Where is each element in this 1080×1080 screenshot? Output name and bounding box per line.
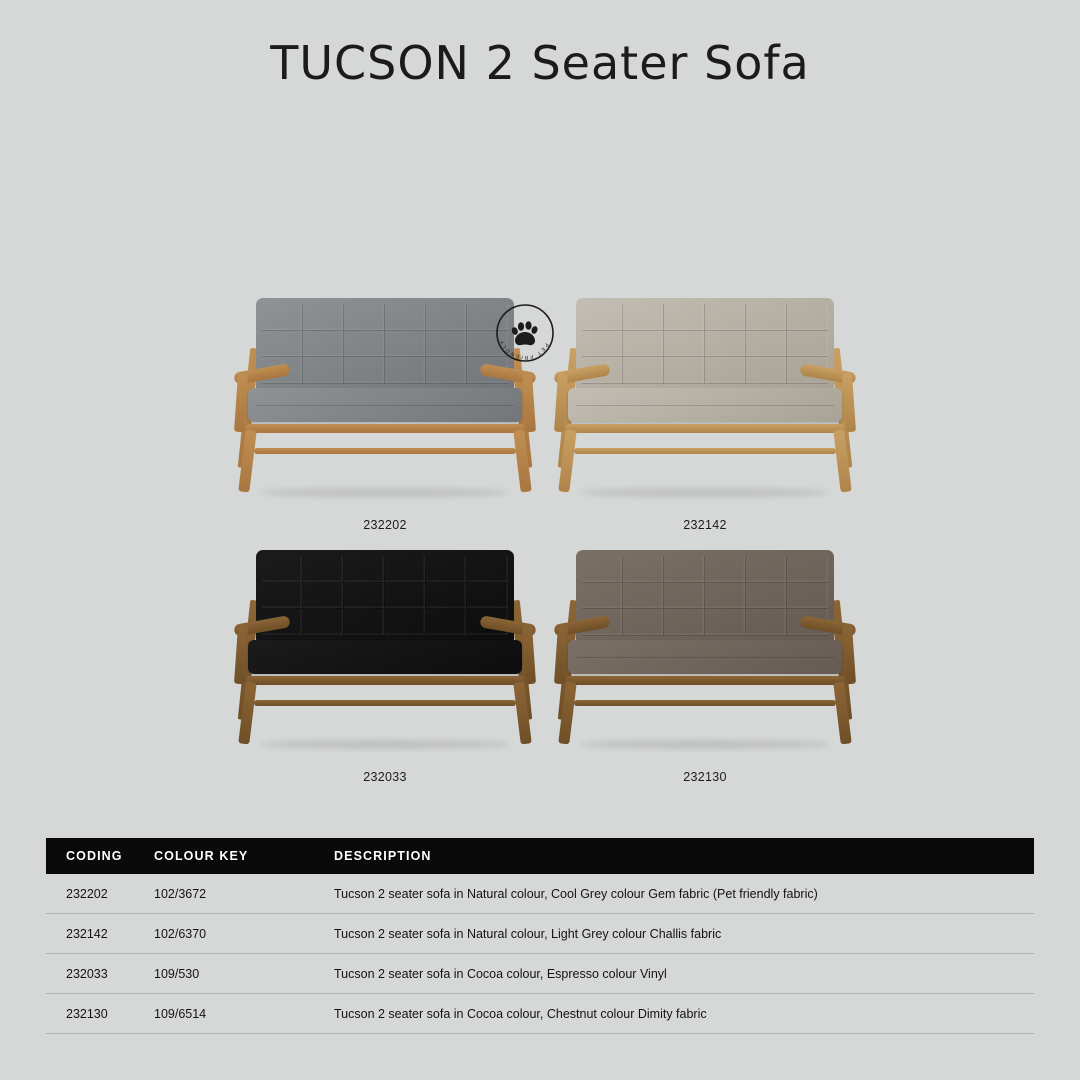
- pet-friendly-text: PET FRIENDLY: [498, 338, 550, 361]
- product-card[interactable]: [220, 542, 550, 792]
- floor-shadow: [260, 488, 510, 497]
- product-image: [220, 542, 550, 762]
- cell-description: Tucson 2 seater sofa in Cocoa colour, Espresso colour Vinyl: [334, 966, 667, 981]
- front-rail: [566, 676, 844, 685]
- table-row: [46, 874, 1034, 914]
- column-header-colour-key: COLOUR KEY: [154, 849, 249, 863]
- cell-description: Tucson 2 seater sofa in Natural colour, Light Grey colour Challis fabric: [334, 926, 722, 941]
- floor-shadow: [580, 740, 830, 749]
- product-gallery: [180, 290, 940, 820]
- specification-table: [46, 838, 1034, 1034]
- seat-cushion: [248, 388, 522, 422]
- front-rail: [246, 676, 524, 685]
- lower-stretcher: [254, 700, 516, 706]
- product-card[interactable]: [540, 542, 870, 792]
- table-row: [46, 994, 1034, 1034]
- table-row: [46, 914, 1034, 954]
- cell-colour-key: 109/530: [154, 966, 200, 981]
- cell-coding: 232202: [66, 886, 108, 901]
- sofa-illustration: [540, 290, 870, 510]
- lower-stretcher: [254, 448, 516, 454]
- page-title: TUCSON 2 Seater Sofa: [270, 36, 810, 90]
- product-image: [540, 542, 870, 762]
- product-code: 232202: [363, 518, 407, 532]
- product-card[interactable]: [220, 290, 550, 540]
- cell-coding: 232130: [66, 1006, 108, 1021]
- cell-colour-key: 102/6370: [154, 926, 207, 941]
- product-code: 232142: [683, 518, 727, 532]
- backrest-cushion: [576, 550, 834, 642]
- front-rail: [566, 424, 844, 433]
- product-card[interactable]: [540, 290, 870, 540]
- product-image: [540, 290, 870, 510]
- cell-colour-key: 102/3672: [154, 886, 207, 901]
- lower-stretcher: [574, 448, 836, 454]
- product-image: [220, 290, 550, 510]
- product-code: 232130: [683, 770, 727, 784]
- backrest-cushion: [256, 550, 514, 642]
- table-row: [46, 954, 1034, 994]
- seat-cushion: [248, 640, 522, 674]
- backrest-cushion: [576, 298, 834, 390]
- sofa-illustration: [220, 542, 550, 762]
- table-header-row: [46, 838, 1034, 874]
- backrest-cushion: [256, 298, 514, 390]
- column-header-coding: CODING: [66, 849, 123, 863]
- cell-coding: 232142: [66, 926, 108, 941]
- column-header-description: DESCRIPTION: [334, 849, 432, 863]
- cell-colour-key: 109/6514: [154, 1006, 207, 1021]
- sofa-illustration: [540, 542, 870, 762]
- seat-cushion: [568, 388, 842, 422]
- cell-description: Tucson 2 seater sofa in Cocoa colour, Chestnut colour Dimity fabric: [334, 1006, 707, 1021]
- cell-description: Tucson 2 seater sofa in Natural colour, Cool Grey colour Gem fabric (Pet friendly fabric): [334, 886, 818, 901]
- seat-cushion: [568, 640, 842, 674]
- floor-shadow: [260, 740, 510, 749]
- front-rail: [246, 424, 524, 433]
- lower-stretcher: [574, 700, 836, 706]
- floor-shadow: [580, 488, 830, 497]
- product-code: 232033: [363, 770, 407, 784]
- cell-coding: 232033: [66, 966, 108, 981]
